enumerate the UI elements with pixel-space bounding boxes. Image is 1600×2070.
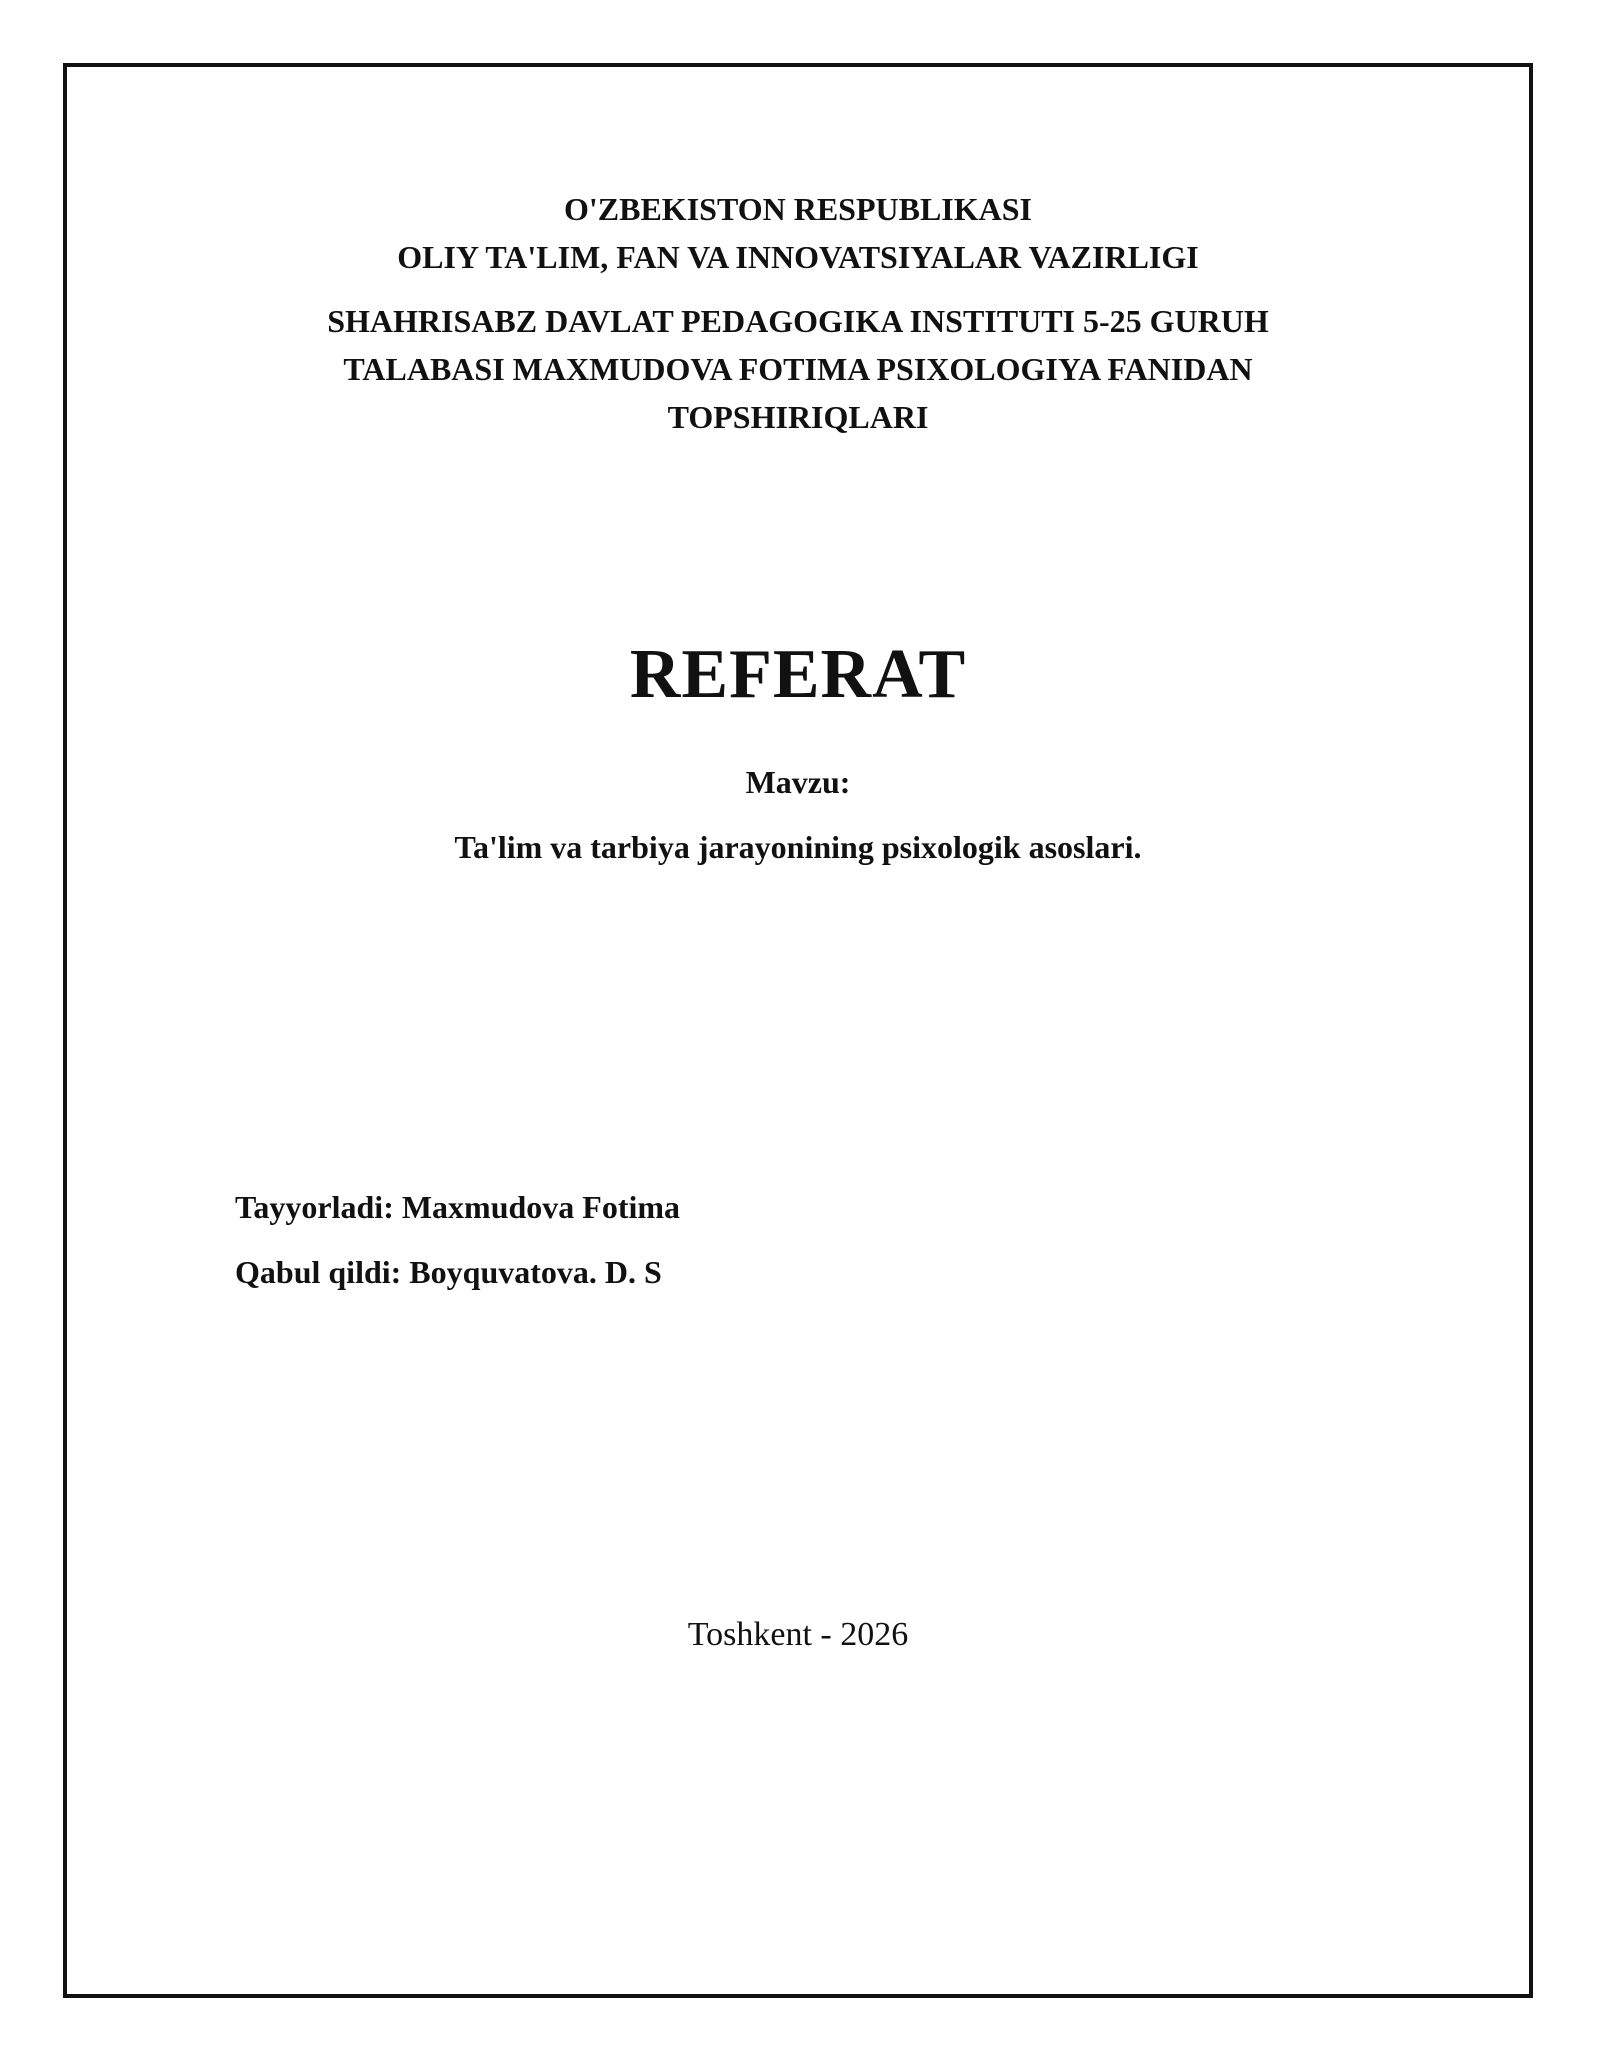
subject-text: Ta'lim va tarbiya jarayonining psixologik asoslari. <box>454 829 1142 865</box>
institute-line-1: SHAHRISABZ DAVLAT PEDAGOGIKA INSTITUTI 5-25 GURUH <box>327 303 1269 339</box>
institute-line-3: TOPSHIRIQLARI <box>667 399 929 435</box>
accepted-by: Qabul qildi: Boyquvatova. D. S <box>235 1254 662 1290</box>
institute-heading <box>63 297 1533 441</box>
country-heading: O'ZBEKISTON RESPUBLIKASI <box>563 191 1032 227</box>
place-year: Toshkent - 2026 <box>687 1616 909 1653</box>
prepared-by: Tayyorladi: Maxmudova Fotima <box>235 1189 681 1225</box>
subject-label: Mavzu: <box>745 764 851 800</box>
ministry-heading: OLIY TA'LIM, FAN VA INNOVATSIYALAR VAZIRLIGI <box>397 239 1199 275</box>
document-title: REFERAT <box>629 636 967 713</box>
institute-line-2: TALABASI MAXMUDOVA FOTIMA PSIXOLOGIYA FANIDAN <box>343 351 1253 387</box>
